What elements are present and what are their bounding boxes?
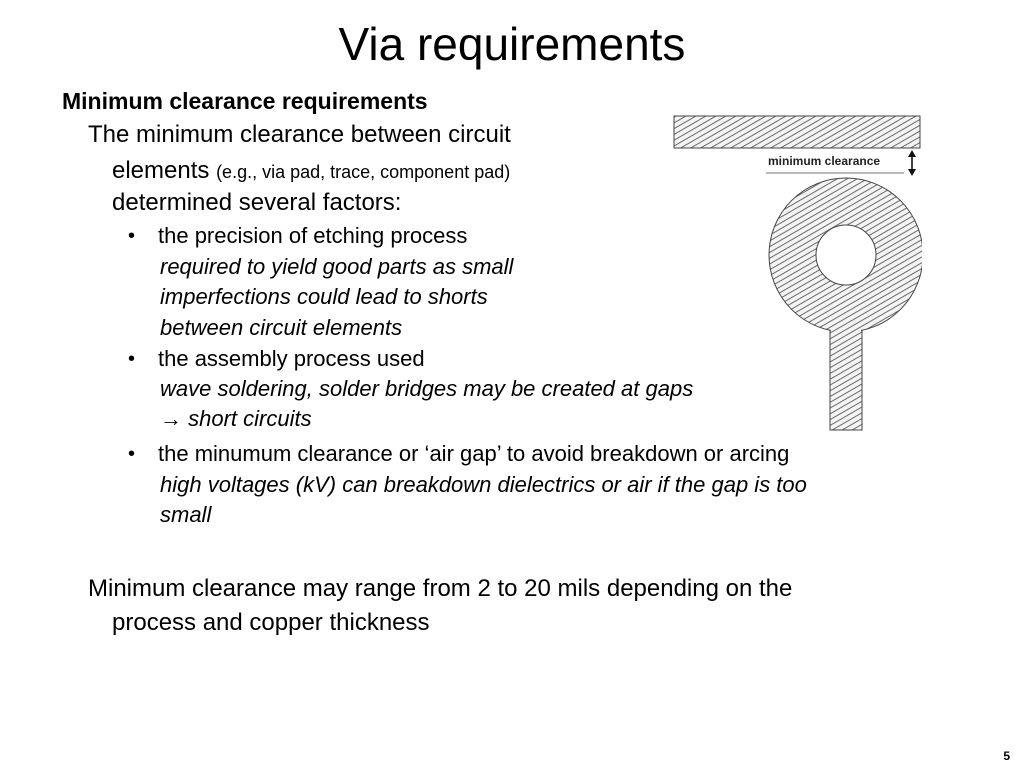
intro-elements-text: elements (112, 157, 210, 184)
bullet-1-detail-2: imperfections could lead to shorts (160, 284, 488, 309)
bullet-3-detail-1: high voltages (kV) can breakdown dielectrics or air if the gap is too (160, 472, 807, 497)
clearance-label: minimum clearance (768, 154, 881, 168)
trace-joint (831, 317, 861, 337)
summary-line-2: process and copper thickness (112, 609, 430, 636)
bullet-marker: • (128, 348, 136, 370)
bullet-marker: • (128, 443, 136, 465)
copper-plane (674, 116, 920, 148)
bullet-2-detail-2: → short circuits (160, 406, 312, 431)
intro-examples-text: (e.g., via pad, trace, component pad) (216, 162, 511, 182)
intro-line-1: The minimum clearance between circuit (88, 121, 511, 148)
via-hole (816, 225, 876, 285)
bullet-1-detail-3: between circuit elements (160, 315, 403, 340)
summary-line-1: Minimum clearance may range from 2 to 20 mils depending on the (88, 575, 793, 602)
section-heading: Minimum clearance requirements (62, 88, 428, 114)
intro-line-3: determined several factors: (112, 189, 402, 216)
bullet-2-text: the assembly process used (158, 346, 425, 371)
bullet-3-detail-2: small (160, 502, 212, 527)
slide-title: Via requirements (338, 18, 686, 70)
bullet-1-detail-1: required to yield good parts as small (160, 254, 514, 279)
bullet-3-text: the minumum clearance or ‘air gap’ to avoid breakdown or arcing (158, 441, 790, 466)
clearance-arrow-icon (908, 150, 916, 176)
clearance-diagram (672, 112, 922, 432)
intro-line-2 (112, 156, 510, 187)
bullet-2-detail-1: wave soldering, solder bridges may be created at gaps (160, 376, 694, 401)
bullet-1-text: the precision of etching process (158, 223, 468, 248)
page-number: 5 (1003, 749, 1010, 763)
bullet-marker: • (128, 225, 136, 247)
